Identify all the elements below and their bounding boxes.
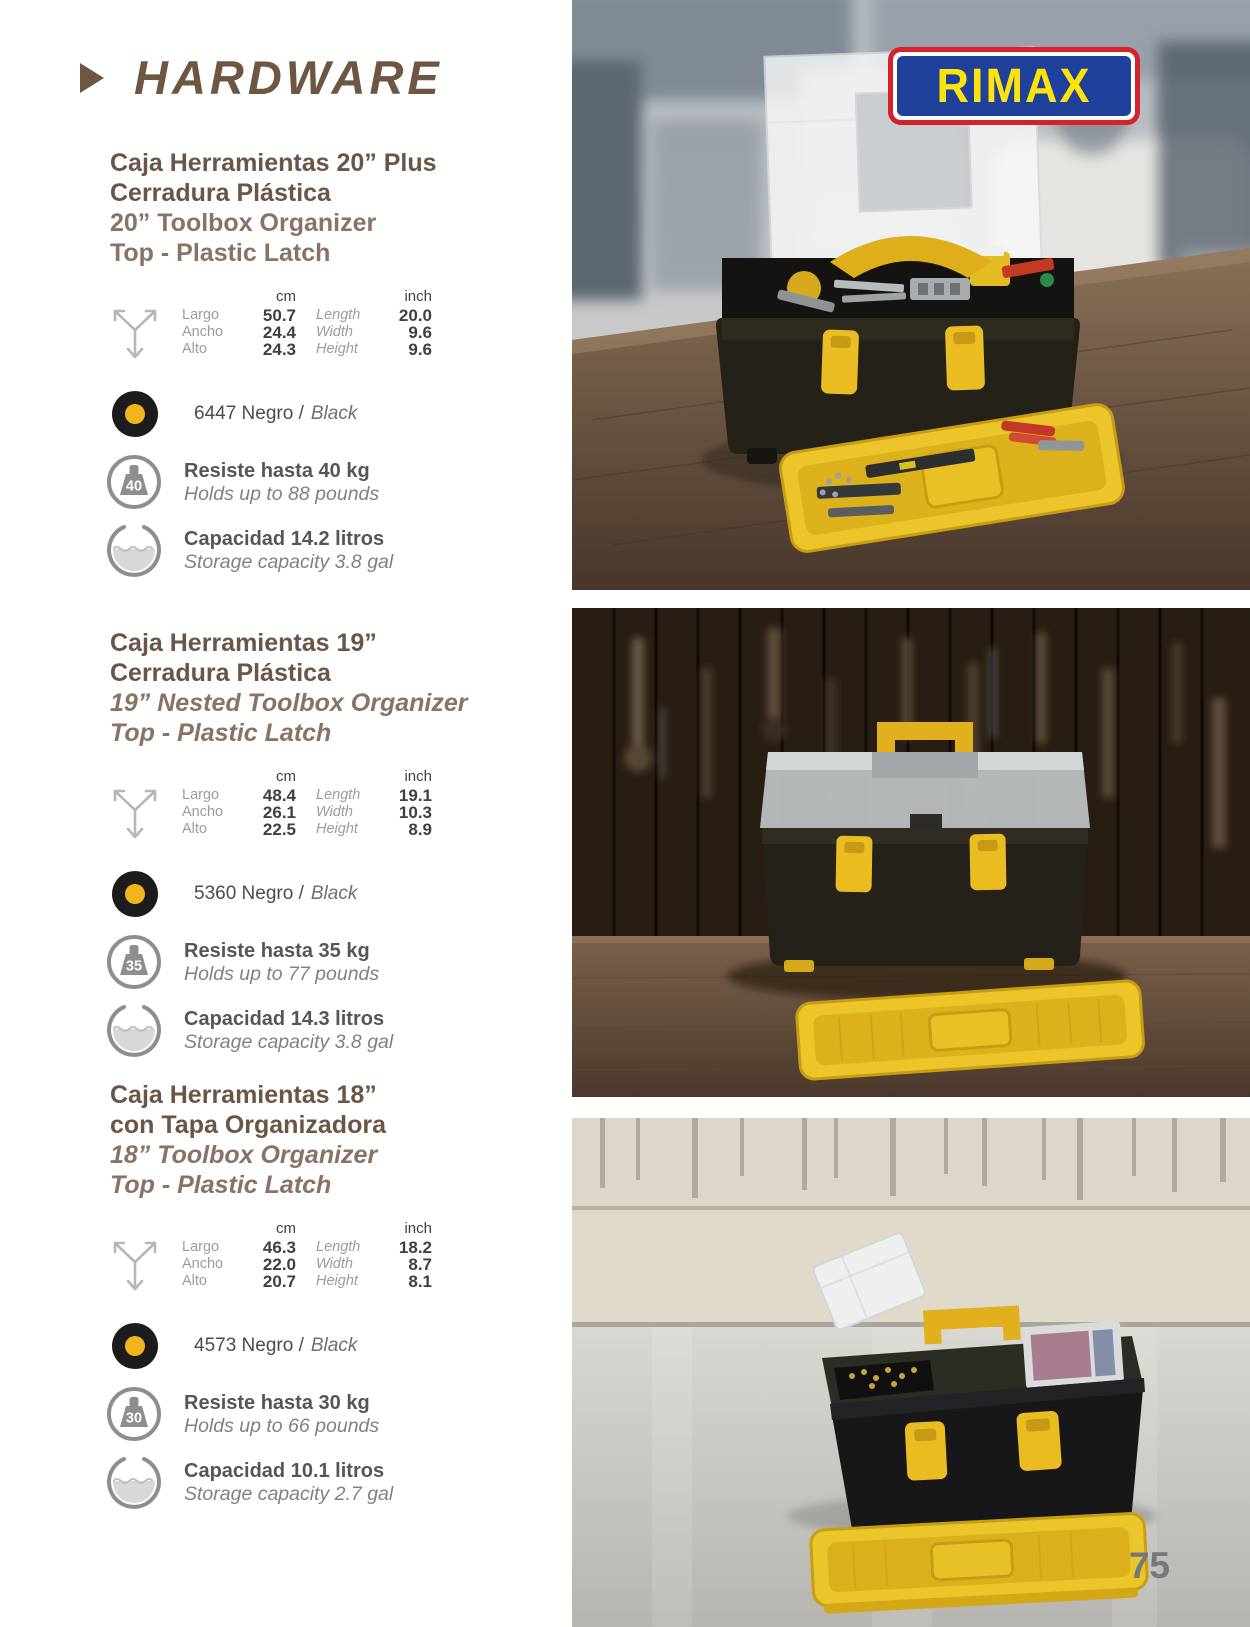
title-es-line2: Cerradura Plástica (110, 179, 331, 207)
color-code-es: 6447 Negro / (194, 403, 304, 424)
dimensions-table (182, 1220, 432, 1290)
dim-value-ancho-cm: 24.4 (262, 323, 296, 342)
color-label (194, 883, 357, 905)
dim-label-height: Height (316, 1273, 358, 1289)
weight-badge-number: 35 (125, 958, 143, 975)
dim-label-height: Height (316, 341, 358, 357)
color-name-en: Black (310, 883, 358, 904)
weight-limit-icon (104, 1385, 164, 1443)
title-en-line2: Top - Plastic Latch (110, 719, 332, 747)
rimax-logo (888, 47, 1140, 125)
title-en-line2: Top - Plastic Latch (110, 1171, 332, 1199)
cm-header: cm (276, 768, 296, 785)
title-en-line1: 18” Toolbox Organizer (110, 1141, 378, 1169)
capacity-row (104, 999, 544, 1061)
dimensions-block (104, 1220, 544, 1299)
product-title (104, 148, 544, 268)
title-es-line1: Caja Herramientas 20” Plus (110, 149, 437, 177)
capacity-icon (104, 519, 164, 581)
dim-value-ancho-cm: 26.1 (262, 803, 296, 822)
dim-value-length-inch: 19.1 (398, 786, 432, 805)
capacity-text-es: Capacidad 10.1 litros (184, 1459, 385, 1482)
section-header (80, 50, 443, 105)
dim-label-largo: Largo (182, 787, 220, 803)
product-title (104, 1080, 544, 1200)
product-card-20in-toolbox (104, 148, 544, 581)
dim-label-ancho: Ancho (182, 324, 224, 340)
product-title (104, 628, 544, 748)
color-row (104, 1323, 544, 1369)
dimensions-axes-icon (104, 768, 168, 847)
triangle-bullet-icon (80, 63, 104, 93)
color-swatch-black-yellow (112, 391, 158, 437)
dim-label-alto: Alto (182, 821, 207, 837)
dim-label-length: Length (316, 307, 361, 323)
inch-header: inch (404, 768, 432, 785)
weight-text-es: Resiste hasta 40 kg (184, 459, 370, 482)
dimensions-axes-icon (104, 1220, 168, 1299)
dim-value-height-inch: 8.9 (408, 820, 432, 839)
dim-value-height-inch: 8.1 (408, 1272, 432, 1291)
dim-value-alto-cm: 24.3 (262, 340, 296, 359)
spacer-cell (300, 768, 378, 785)
weight-row (104, 1385, 544, 1443)
capacity-text-en: Storage capacity 3.8 gal (184, 550, 394, 573)
capacity-text-en: Storage capacity 3.8 gal (184, 1030, 394, 1053)
weight-limit-icon (104, 933, 164, 991)
inch-header: inch (404, 1220, 432, 1237)
color-row (104, 391, 544, 437)
title-es-line1: Caja Herramientas 18” (110, 1081, 377, 1109)
color-name-en: Black (310, 1335, 358, 1356)
dim-value-largo-cm: 46.3 (262, 1238, 296, 1257)
dim-value-alto-cm: 22.5 (262, 820, 296, 839)
product-card-19in-toolbox (104, 628, 544, 1061)
color-label (194, 1335, 357, 1357)
spacer-cell (182, 768, 238, 785)
dim-label-ancho: Ancho (182, 1256, 224, 1272)
color-name-en: Black (310, 403, 358, 424)
rimax-logo-text: RIMAX (936, 57, 1092, 113)
weight-row (104, 453, 544, 511)
spacer-cell (182, 1220, 238, 1237)
color-code-es: 4573 Negro / (194, 1335, 304, 1356)
cm-header: cm (276, 1220, 296, 1237)
page-number: 75 (1128, 1545, 1170, 1586)
dim-value-width-inch: 9.6 (408, 323, 432, 342)
title-en-line2: Top - Plastic Latch (110, 239, 331, 267)
dim-value-ancho-cm: 22.0 (262, 1255, 296, 1274)
inch-header: inch (404, 288, 432, 305)
dim-value-height-inch: 9.6 (408, 340, 432, 359)
cm-header: cm (276, 288, 296, 305)
capacity-row (104, 1451, 544, 1513)
dim-value-alto-cm: 20.7 (262, 1272, 296, 1291)
color-swatch-black-yellow (112, 1323, 158, 1369)
dim-label-width: Width (316, 1256, 353, 1272)
capacity-row (104, 519, 544, 581)
dim-label-width: Width (316, 804, 353, 820)
dimensions-block (104, 288, 544, 367)
title-en-line1: 19” Nested Toolbox Organizer (110, 689, 468, 717)
section-title: HARDWARE (134, 51, 443, 104)
dimensions-table (182, 768, 432, 838)
color-code-es: 5360 Negro / (194, 883, 304, 904)
weight-row (104, 933, 544, 991)
dimensions-table (182, 288, 432, 358)
weight-badge-number: 40 (125, 478, 143, 495)
title-es-line2: con Tapa Organizadora (110, 1111, 386, 1139)
dim-value-largo-cm: 50.7 (262, 306, 296, 325)
weight-limit-icon (104, 453, 164, 511)
dim-value-width-inch: 8.7 (408, 1255, 432, 1274)
dimensions-block (104, 768, 544, 847)
spacer-cell (300, 288, 378, 305)
capacity-icon (104, 999, 164, 1061)
weight-text-es: Resiste hasta 35 kg (184, 939, 370, 962)
dim-value-length-inch: 18.2 (398, 1238, 432, 1257)
weight-badge-number: 30 (125, 1410, 143, 1427)
weight-text-es: Resiste hasta 30 kg (184, 1391, 370, 1414)
dim-label-length: Length (316, 787, 361, 803)
weight-text-en: Holds up to 77 pounds (184, 962, 380, 985)
title-es-line1: Caja Herramientas 19” (110, 629, 377, 657)
dim-value-largo-cm: 48.4 (262, 786, 296, 805)
rimax-logo-blue-panel (897, 56, 1131, 116)
color-label (194, 403, 357, 425)
title-en-line1: 20” Toolbox Organizer (110, 209, 377, 237)
rimax-logo-white-border (893, 52, 1135, 120)
capacity-text-es: Capacidad 14.3 litros (184, 1007, 385, 1030)
capacity-icon (104, 1451, 164, 1513)
weight-text-en: Holds up to 88 pounds (184, 482, 380, 505)
dim-label-length: Length (316, 1239, 361, 1255)
dim-label-largo: Largo (182, 307, 220, 323)
dim-label-alto: Alto (182, 341, 207, 357)
title-es-line2: Cerradura Plástica (110, 659, 331, 687)
dim-label-width: Width (316, 324, 353, 340)
product-photo-19in-toolbox (572, 608, 1250, 1097)
dim-value-width-inch: 10.3 (398, 803, 432, 822)
product-card-18in-toolbox (104, 1080, 544, 1513)
capacity-text-es: Capacidad 14.2 litros (184, 527, 385, 550)
dim-label-height: Height (316, 821, 358, 837)
spacer-cell (300, 1220, 378, 1237)
color-swatch-black-yellow (112, 871, 158, 917)
dim-label-alto: Alto (182, 1273, 207, 1289)
dim-label-largo: Largo (182, 1239, 220, 1255)
dimensions-axes-icon (104, 288, 168, 367)
spacer-cell (182, 288, 238, 305)
capacity-text-en: Storage capacity 2.7 gal (184, 1482, 394, 1505)
dim-label-ancho: Ancho (182, 804, 224, 820)
dim-value-length-inch: 20.0 (398, 306, 432, 325)
weight-text-en: Holds up to 66 pounds (184, 1414, 380, 1437)
color-row (104, 871, 544, 917)
